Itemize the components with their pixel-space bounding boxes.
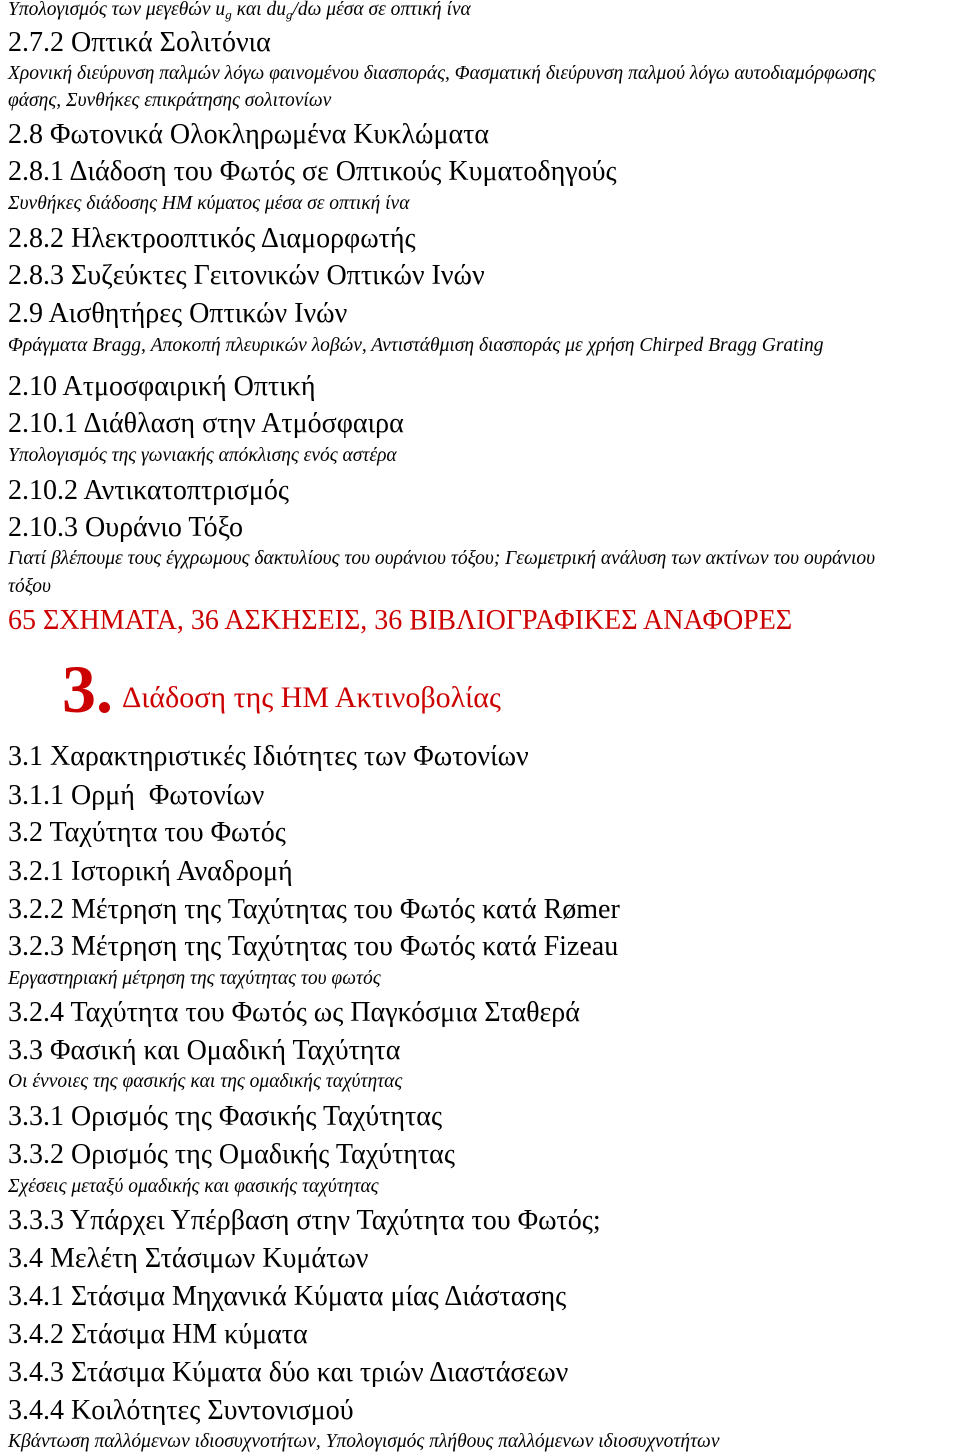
description-text: Υπολογισμός των μεγεθών u <box>8 0 226 20</box>
entry-number: 2.10.3 <box>8 512 78 543</box>
toc-entry-3-3-1 <box>8 1100 442 1134</box>
entry-title: Συζεύκτες Γειτονικών Οπτικών Ινών <box>71 260 485 291</box>
entry-description: τόξου <box>8 576 51 597</box>
subscript: g <box>225 7 232 22</box>
entry-number: 2.10 <box>8 371 57 402</box>
entry-number: 2.10.1 <box>8 408 78 439</box>
entry-title: Οπτικά Σολιτόνια <box>71 27 271 58</box>
entry-title: Αισθητήρες Οπτικών Ινών <box>48 298 348 329</box>
entry-number: 2.8 <box>8 119 43 150</box>
entry-number: 3.3.2 <box>8 1139 64 1170</box>
toc-entry-3-3-3 <box>8 1204 601 1238</box>
entry-description: Κβάντωση παλλόμενων ιδιοσυχνοτήτων, Υπολογισμός πλήθους παλλόμενων ιδιοσυχνοτήτων <box>8 1431 720 1452</box>
toc-entry-2-9 <box>8 297 347 331</box>
entry-title: Ορμή Φωτονίων <box>71 780 265 811</box>
toc-entry-2-10-1 <box>8 407 404 441</box>
entry-number: 3.3.3 <box>8 1205 64 1236</box>
entry-description: Οι έννοιες της φασικής και της ομαδικής ταχύτητας <box>8 1071 403 1092</box>
entry-number: 3.4.1 <box>8 1281 64 1312</box>
entry-number: 3.2.1 <box>8 856 64 887</box>
entry-title: Στάσιμα Κύματα δύο και τριών Διαστάσεων <box>71 1357 569 1388</box>
chapter-number: 3. <box>62 651 113 727</box>
entry-number: 2.9 <box>8 298 43 329</box>
entry-title: Χαρακτηριστικές Ιδιότητες των Φωτονίων <box>50 741 529 772</box>
toc-entry-3-3 <box>8 1034 400 1068</box>
entry-number: 2.8.2 <box>8 223 64 254</box>
entry-description: Σχέσεις μεταξύ ομαδικής και φασικής ταχύτητας <box>8 1176 379 1197</box>
entry-title: Φασική και Ομαδική Ταχύτητα <box>50 1035 401 1066</box>
entry-number: 3.2 <box>8 817 43 848</box>
toc-entry-2-10-2 <box>8 474 289 508</box>
entry-description: φάσης, Συνθήκες επικράτησης σολιτονίων <box>8 90 332 111</box>
entry-number: 2.10.2 <box>8 475 78 506</box>
entry-title: Διάδοση του Φωτός σε Οπτικούς Κυματοδηγούς <box>69 156 617 187</box>
toc-entry-2-8-2 <box>8 222 416 256</box>
toc-entry-3-4 <box>8 1242 368 1276</box>
entry-number: 3.4.3 <box>8 1357 64 1388</box>
entry-number: 3.4.2 <box>8 1319 64 1350</box>
chapter-title: Διάδοση της ΗΜ Ακτινοβολίας <box>122 681 501 714</box>
entry-number: 2.8.3 <box>8 260 64 291</box>
entry-number: 3.4.4 <box>8 1395 64 1426</box>
entry-number: 3.1.1 <box>8 780 64 811</box>
subscript: g <box>285 7 293 22</box>
entry-number: 2.8.1 <box>8 156 64 187</box>
entry-description: Συνθήκες διάδοσης ΗΜ κύματος μέσα σε οπτική ίνα <box>8 193 410 214</box>
entry-title: Ταχύτητα του Φωτός <box>49 817 286 848</box>
description-text: /dω μέσα σε οπτική ίνα <box>292 0 471 20</box>
toc-entry-3-1 <box>8 740 529 774</box>
entry-title: Ουράνιο Τόξο <box>85 512 244 543</box>
toc-entry-2-7-2 <box>8 26 271 60</box>
entry-title: Ορισμός της Φασικής Ταχύτητας <box>71 1101 443 1132</box>
entry-title: Φωτονικά Ολοκληρωμένα Κυκλώματα <box>50 119 490 150</box>
entry-description: Υπολογισμός της γωνιακής απόκλισης ενός αστέρα <box>8 445 397 466</box>
entry-number: 3.2.3 <box>8 931 64 962</box>
entry-title: Διάθλαση στην Ατμόσφαιρα <box>83 408 404 439</box>
entry-title: Ηλεκτροοπτικός Διαμορφωτής <box>71 223 416 254</box>
entry-title: Μέτρηση της Ταχύτητας του Φωτός κατά Fizeau <box>71 931 619 962</box>
entry-title: Αντικατοπτρισμός <box>83 475 289 506</box>
entry-description: Εργαστηριακή μέτρηση της ταχύτητας του φωτός <box>8 968 381 989</box>
entry-title: Στάσιμα ΗΜ κύματα <box>71 1319 308 1350</box>
toc-entry-2-10-3 <box>8 511 243 545</box>
entry-title: Ιστορική Αναδρομή <box>71 856 293 887</box>
entry-number: 3.3.1 <box>8 1101 64 1132</box>
description-text: και du <box>231 0 286 20</box>
entry-description: Γιατί βλέπουμε τους έγχρωμους δακτυλίους του ουράνιου τόξου; Γεωμετρική ανάλυση των ακτίνων του ουράνιου <box>8 548 876 569</box>
entry-title: Ταχύτητα του Φωτός ως Παγκόσμια Σταθερά <box>70 997 580 1028</box>
entry-number: 3.3 <box>8 1035 43 1066</box>
toc-entry-3-4-3 <box>8 1356 568 1390</box>
entry-description: Χρονική διεύρυνση παλμών λόγω φαινομένου διασποράς, Φασματική διεύρυνση παλμού λόγω αυτοδιαμόρφωσης <box>8 63 876 84</box>
toc-entry-2-8-1 <box>8 155 617 189</box>
toc-entry-2-10 <box>8 370 316 404</box>
entry-title: Κοιλότητες Συντονισμού <box>71 1395 354 1426</box>
toc-entry-3-2 <box>8 816 286 850</box>
entry-number: 3.2.2 <box>8 894 64 925</box>
entry-title: Μέτρηση της Ταχύτητας του Φωτός κατά Rømer <box>71 894 620 925</box>
entry-title: Ορισμός της Ομαδικής Ταχύτητας <box>71 1139 455 1170</box>
entry-number: 3.2.4 <box>8 997 64 1028</box>
toc-entry-3-2-1 <box>8 855 293 889</box>
entry-number: 2.7.2 <box>8 27 64 58</box>
toc-entry-3-2-4 <box>8 996 580 1030</box>
toc-entry-2-8 <box>8 118 489 152</box>
toc-entry-3-2-2 <box>8 893 620 927</box>
toc-entry-2-8-3 <box>8 259 485 293</box>
entry-title: Υπάρχει Υπέρβαση στην Ταχύτητα του Φωτός; <box>69 1205 601 1236</box>
toc-entry-3-2-3 <box>8 930 618 964</box>
entry-title: Στάσιμα Μηχανικά Κύματα μίας Διάστασης <box>71 1281 567 1312</box>
entry-number: 3.4 <box>8 1243 43 1274</box>
entry-title: Ατμοσφαιρική Οπτική <box>62 371 316 402</box>
toc-entry-3-4-2 <box>8 1318 308 1352</box>
toc-entry-3-4-4 <box>8 1394 354 1428</box>
entry-title: Μελέτη Στάσιμων Κυμάτων <box>50 1243 369 1274</box>
entry-description: Φράγματα Bragg, Αποκοπή πλευρικών λοβών, Αντιστάθμιση διασποράς με χρήση Chirped Bragg Grating <box>8 335 824 356</box>
toc-entry-3-3-2 <box>8 1138 455 1172</box>
toc-entry-3-1-1 <box>8 779 264 813</box>
chapter-summary-counts: 65 ΣΧΗΜΑΤΑ, 36 ΑΣΚΗΣΕΙΣ, 36 ΒΙΒΛΙΟΓΡΑΦΙΚΕΣ ΑΝΑΦΟΡΕΣ <box>8 605 793 636</box>
toc-entry-3-4-1 <box>8 1280 566 1314</box>
entry-number: 3.1 <box>8 741 43 772</box>
entry-description <box>8 0 471 23</box>
